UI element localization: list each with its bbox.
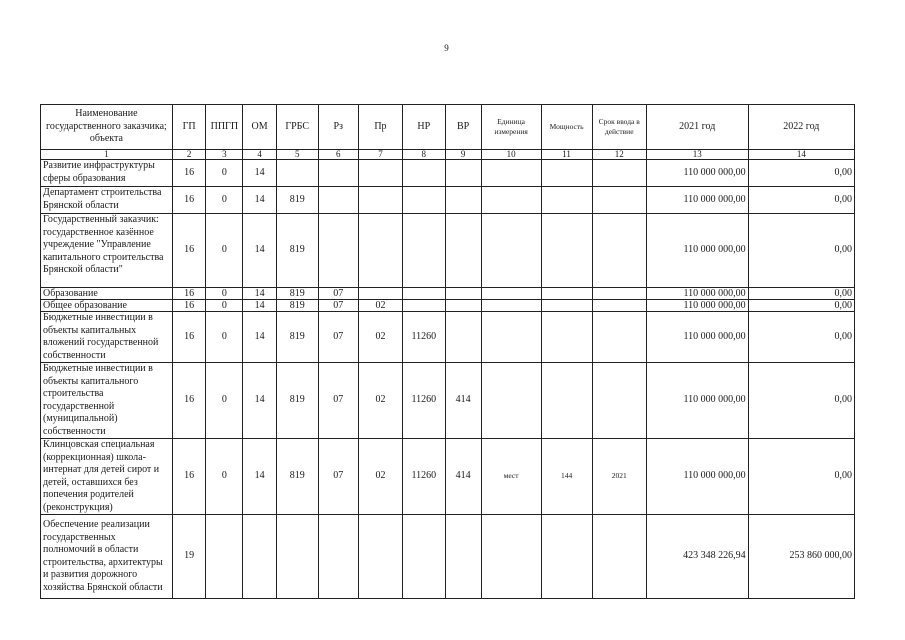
cell-gp: 16 (172, 288, 206, 300)
column-number-row (41, 150, 855, 160)
cell-unit (481, 312, 541, 363)
cell-capacity (541, 214, 592, 288)
header-pr: Пр (358, 105, 402, 150)
cell-pr (358, 160, 402, 187)
cell-term (592, 363, 646, 439)
cell-grbs: 819 (276, 300, 318, 312)
cell-nr: 11260 (402, 363, 445, 439)
cell-vr: 414 (445, 439, 481, 515)
cell-rz: 07 (318, 288, 358, 300)
header-ppgp: ППГП (206, 105, 243, 150)
column-number: 7 (358, 150, 402, 160)
page-number: 9 (444, 43, 449, 53)
cell-nr (402, 300, 445, 312)
header-term: Срок ввода в действие (592, 105, 646, 150)
cell-nr (402, 187, 445, 214)
cell-grbs (276, 160, 318, 187)
cell-om: 14 (243, 312, 277, 363)
cell-pr (358, 288, 402, 300)
cell-vr (445, 312, 481, 363)
budget-table (40, 104, 855, 599)
cell-gp: 16 (172, 439, 206, 515)
cell-capacity (541, 363, 592, 439)
header-vr: ВР (445, 105, 481, 150)
column-number: 13 (646, 150, 748, 160)
cell-nr: 11260 (402, 439, 445, 515)
cell-ppgp: 0 (206, 363, 243, 439)
cell-rz: 07 (318, 439, 358, 515)
header-om: ОМ (243, 105, 277, 150)
header-capacity: Мощность (541, 105, 592, 150)
cell-vr: 414 (445, 363, 481, 439)
table-row (41, 187, 855, 214)
cell-gp: 16 (172, 300, 206, 312)
cell-unit (481, 288, 541, 300)
column-number: 14 (748, 150, 854, 160)
cell-unit (481, 187, 541, 214)
cell-grbs: 819 (276, 214, 318, 288)
cell-2021: 110 000 000,00 (646, 288, 748, 300)
column-number: 2 (172, 150, 206, 160)
row-name: Обеспечение реализации государственных полномочий в области строительства, архитектуры и развития дорожного хозяйства Брянской области (41, 515, 173, 599)
cell-pr: 02 (358, 439, 402, 515)
cell-term: 2021 (592, 439, 646, 515)
header-row (41, 105, 855, 150)
cell-ppgp: 0 (206, 160, 243, 187)
cell-capacity (541, 187, 592, 214)
cell-unit (481, 214, 541, 288)
cell-term (592, 214, 646, 288)
cell-grbs: 819 (276, 312, 318, 363)
row-name: Общее образование (41, 300, 173, 312)
header-name: Наименование государственного заказчика; объекта (41, 105, 173, 150)
column-number: 1 (41, 150, 173, 160)
cell-vr (445, 187, 481, 214)
cell-pr (358, 515, 402, 599)
cell-2022: 0,00 (748, 363, 854, 439)
cell-om: 14 (243, 300, 277, 312)
header-2021: 2021 год (646, 105, 748, 150)
column-number: 6 (318, 150, 358, 160)
table-row (41, 515, 855, 599)
table-row (41, 439, 855, 515)
cell-nr (402, 515, 445, 599)
cell-pr: 02 (358, 363, 402, 439)
cell-rz (318, 160, 358, 187)
cell-nr: 11260 (402, 312, 445, 363)
column-number: 5 (276, 150, 318, 160)
table-row (41, 312, 855, 363)
cell-2022: 0,00 (748, 300, 854, 312)
cell-capacity (541, 312, 592, 363)
cell-gp: 16 (172, 312, 206, 363)
cell-2022: 253 860 000,00 (748, 515, 854, 599)
cell-gp: 16 (172, 187, 206, 214)
table-row (41, 160, 855, 187)
cell-vr (445, 300, 481, 312)
table-row (41, 300, 855, 312)
cell-term (592, 160, 646, 187)
cell-ppgp: 0 (206, 312, 243, 363)
row-name: Бюджетные инвестиции в объекты капитальных вложений государственной собственности (41, 312, 173, 363)
cell-2022: 0,00 (748, 288, 854, 300)
cell-pr (358, 187, 402, 214)
cell-term (592, 515, 646, 599)
cell-2021: 110 000 000,00 (646, 214, 748, 288)
cell-grbs: 819 (276, 439, 318, 515)
row-name: Образование (41, 288, 173, 300)
column-number: 9 (445, 150, 481, 160)
cell-rz (318, 214, 358, 288)
cell-2021: 110 000 000,00 (646, 363, 748, 439)
cell-grbs (276, 515, 318, 599)
column-number: 4 (243, 150, 277, 160)
table-row (41, 363, 855, 439)
cell-2022: 0,00 (748, 187, 854, 214)
cell-unit (481, 300, 541, 312)
cell-unit (481, 363, 541, 439)
cell-grbs: 819 (276, 363, 318, 439)
cell-ppgp: 0 (206, 288, 243, 300)
cell-2021: 110 000 000,00 (646, 187, 748, 214)
cell-2022: 0,00 (748, 439, 854, 515)
cell-om: 14 (243, 160, 277, 187)
row-name: Государственный заказчик: государственное казённое учреждение "Управление капитального строительства Брянской области" (41, 214, 173, 288)
cell-om: 14 (243, 363, 277, 439)
header-rz: Рз (318, 105, 358, 150)
header-2022: 2022 год (748, 105, 854, 150)
cell-vr (445, 214, 481, 288)
cell-capacity: 144 (541, 439, 592, 515)
cell-term (592, 312, 646, 363)
cell-2021: 110 000 000,00 (646, 300, 748, 312)
cell-om: 14 (243, 439, 277, 515)
cell-gp: 16 (172, 363, 206, 439)
cell-2021: 423 348 226,94 (646, 515, 748, 599)
cell-rz: 07 (318, 300, 358, 312)
table-row (41, 214, 855, 288)
header-unit: Единица измерения (481, 105, 541, 150)
cell-ppgp: 0 (206, 187, 243, 214)
cell-om: 14 (243, 288, 277, 300)
cell-term (592, 187, 646, 214)
cell-vr (445, 160, 481, 187)
cell-term (592, 288, 646, 300)
cell-capacity (541, 300, 592, 312)
cell-nr (402, 288, 445, 300)
cell-rz: 07 (318, 363, 358, 439)
row-name: Бюджетные инвестиции в объекты капитального строительства государственной (муниципальной) собственности (41, 363, 173, 439)
cell-capacity (541, 160, 592, 187)
cell-pr (358, 214, 402, 288)
cell-ppgp: 0 (206, 300, 243, 312)
header-grbs: ГРБС (276, 105, 318, 150)
cell-grbs: 819 (276, 187, 318, 214)
cell-nr (402, 160, 445, 187)
cell-gp: 19 (172, 515, 206, 599)
header-nr: НР (402, 105, 445, 150)
cell-grbs: 819 (276, 288, 318, 300)
cell-2022: 0,00 (748, 312, 854, 363)
cell-2021: 110 000 000,00 (646, 160, 748, 187)
column-number: 12 (592, 150, 646, 160)
row-name: Клинцовская специальная (коррекционная) школа-интернат для детей сирот и детей, оставшихся без попечения родителей (реконструкция) (41, 439, 173, 515)
cell-vr (445, 515, 481, 599)
cell-2022: 0,00 (748, 160, 854, 187)
cell-unit (481, 515, 541, 599)
column-number: 10 (481, 150, 541, 160)
cell-unit (481, 160, 541, 187)
cell-ppgp (206, 515, 243, 599)
cell-rz (318, 187, 358, 214)
cell-2021: 110 000 000,00 (646, 312, 748, 363)
column-number: 3 (206, 150, 243, 160)
cell-unit: мест (481, 439, 541, 515)
cell-gp: 16 (172, 160, 206, 187)
cell-vr (445, 288, 481, 300)
row-name: Развитие инфраструктуры сферы образования (41, 160, 173, 187)
cell-om: 14 (243, 214, 277, 288)
cell-ppgp: 0 (206, 214, 243, 288)
cell-gp: 16 (172, 214, 206, 288)
cell-om: 14 (243, 187, 277, 214)
table-row (41, 288, 855, 300)
cell-pr: 02 (358, 312, 402, 363)
cell-om (243, 515, 277, 599)
cell-capacity (541, 288, 592, 300)
cell-rz: 07 (318, 312, 358, 363)
cell-pr: 02 (358, 300, 402, 312)
column-number: 8 (402, 150, 445, 160)
cell-2021: 110 000 000,00 (646, 439, 748, 515)
cell-2022: 0,00 (748, 214, 854, 288)
row-name: Департамент строительства Брянской области (41, 187, 173, 214)
cell-rz (318, 515, 358, 599)
column-number: 11 (541, 150, 592, 160)
cell-ppgp: 0 (206, 439, 243, 515)
cell-nr (402, 214, 445, 288)
cell-term (592, 300, 646, 312)
header-gp: ГП (172, 105, 206, 150)
cell-capacity (541, 515, 592, 599)
